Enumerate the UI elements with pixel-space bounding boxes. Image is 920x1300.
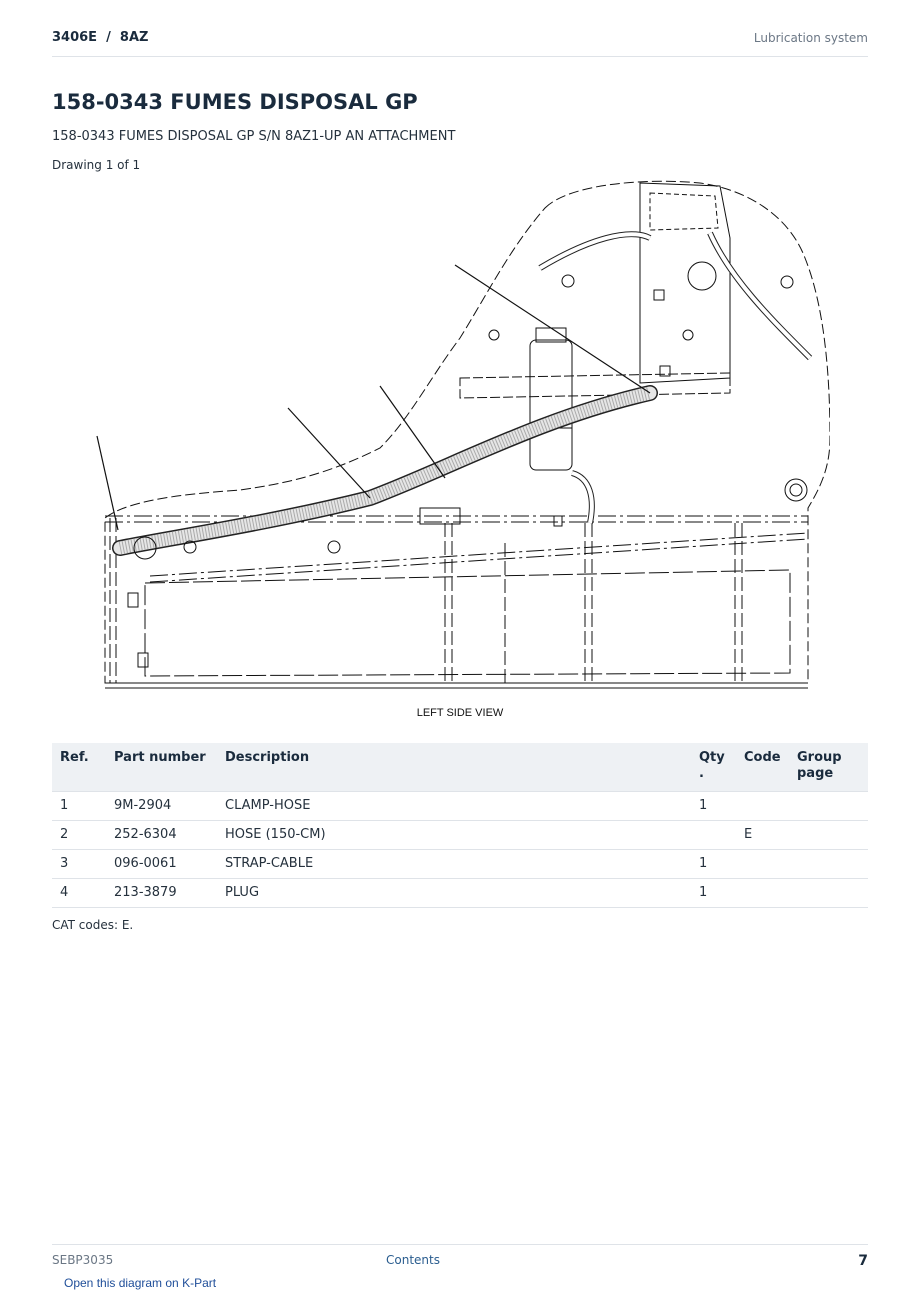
page-title: 158-0343 FUMES DISPOSAL GP <box>52 90 418 114</box>
row-ref: 1 <box>52 792 106 821</box>
side-tube <box>710 233 810 358</box>
doc-id: SEBP3035 <box>52 1253 114 1267</box>
kpart-link[interactable]: Open this diagram on K-Part <box>64 1276 217 1290</box>
col-code: Code <box>736 743 789 792</box>
parts-table-header <box>52 743 868 792</box>
view-caption: LEFT SIDE VIEW <box>416 707 504 719</box>
row-group-page <box>789 879 868 908</box>
page-subtitle: 158-0343 FUMES DISPOSAL GP S/N 8AZ1-UP AN ATTACHMENT <box>52 129 456 144</box>
row-qty: 1 <box>691 792 736 821</box>
page-footer <box>52 1244 868 1275</box>
filter-canister <box>530 328 572 470</box>
section-label: Lubrication system <box>753 31 868 45</box>
table-row <box>52 879 868 908</box>
row-description: HOSE (150-CM) <box>217 821 691 850</box>
frame-verticals <box>110 518 742 683</box>
frame-rail-lower <box>105 683 808 688</box>
row-description: CLAMP-HOSE <box>217 792 691 821</box>
col-ref: Ref. <box>52 743 106 792</box>
row-part-number: 252-6304 <box>106 821 217 850</box>
row-code <box>736 879 789 908</box>
row-part-number: 213-3879 <box>106 879 217 908</box>
col-part-number: Part number <box>106 743 217 792</box>
row-qty <box>691 821 736 850</box>
row-code <box>736 792 789 821</box>
row-part-number: 9M-2904 <box>106 792 217 821</box>
frame-rail-upper <box>105 516 808 522</box>
contents-link[interactable]: Contents <box>386 1253 440 1267</box>
leader-line-4 <box>455 265 650 393</box>
leader-line-3 <box>380 386 445 478</box>
row-qty: 1 <box>691 879 736 908</box>
col-description: Description <box>217 743 691 792</box>
row-part-number: 096-0061 <box>106 850 217 879</box>
row-ref: 4 <box>52 879 106 908</box>
row-code <box>736 850 789 879</box>
row-group-page <box>789 850 868 879</box>
model-label: 3406E / 8AZ <box>52 30 149 45</box>
engine-diagram <box>90 178 830 698</box>
page-number: 7 <box>858 1253 868 1269</box>
cat-codes: CAT codes: E. <box>52 918 134 932</box>
table-row <box>52 850 868 879</box>
parts-table <box>52 743 868 908</box>
row-group-page <box>789 792 868 821</box>
table-row <box>52 821 868 850</box>
col-qty: Qty . <box>691 743 736 792</box>
table-row <box>52 792 868 821</box>
row-description: STRAP-CABLE <box>217 850 691 879</box>
page-header <box>52 28 868 57</box>
row-ref: 2 <box>52 821 106 850</box>
row-ref: 3 <box>52 850 106 879</box>
upper-hose <box>540 234 650 268</box>
leader-line-2 <box>288 408 370 498</box>
manifold-bracket <box>460 373 730 398</box>
col-group-page: Group page <box>789 743 868 792</box>
row-description: PLUG <box>217 879 691 908</box>
lower-box <box>145 570 790 676</box>
row-group-page <box>789 821 868 850</box>
frame-rail-middle <box>150 533 808 582</box>
drawing-count: Drawing 1 of 1 <box>52 158 141 172</box>
pulley-bolt <box>785 479 807 501</box>
row-qty: 1 <box>691 850 736 879</box>
row-code: E <box>736 821 789 850</box>
